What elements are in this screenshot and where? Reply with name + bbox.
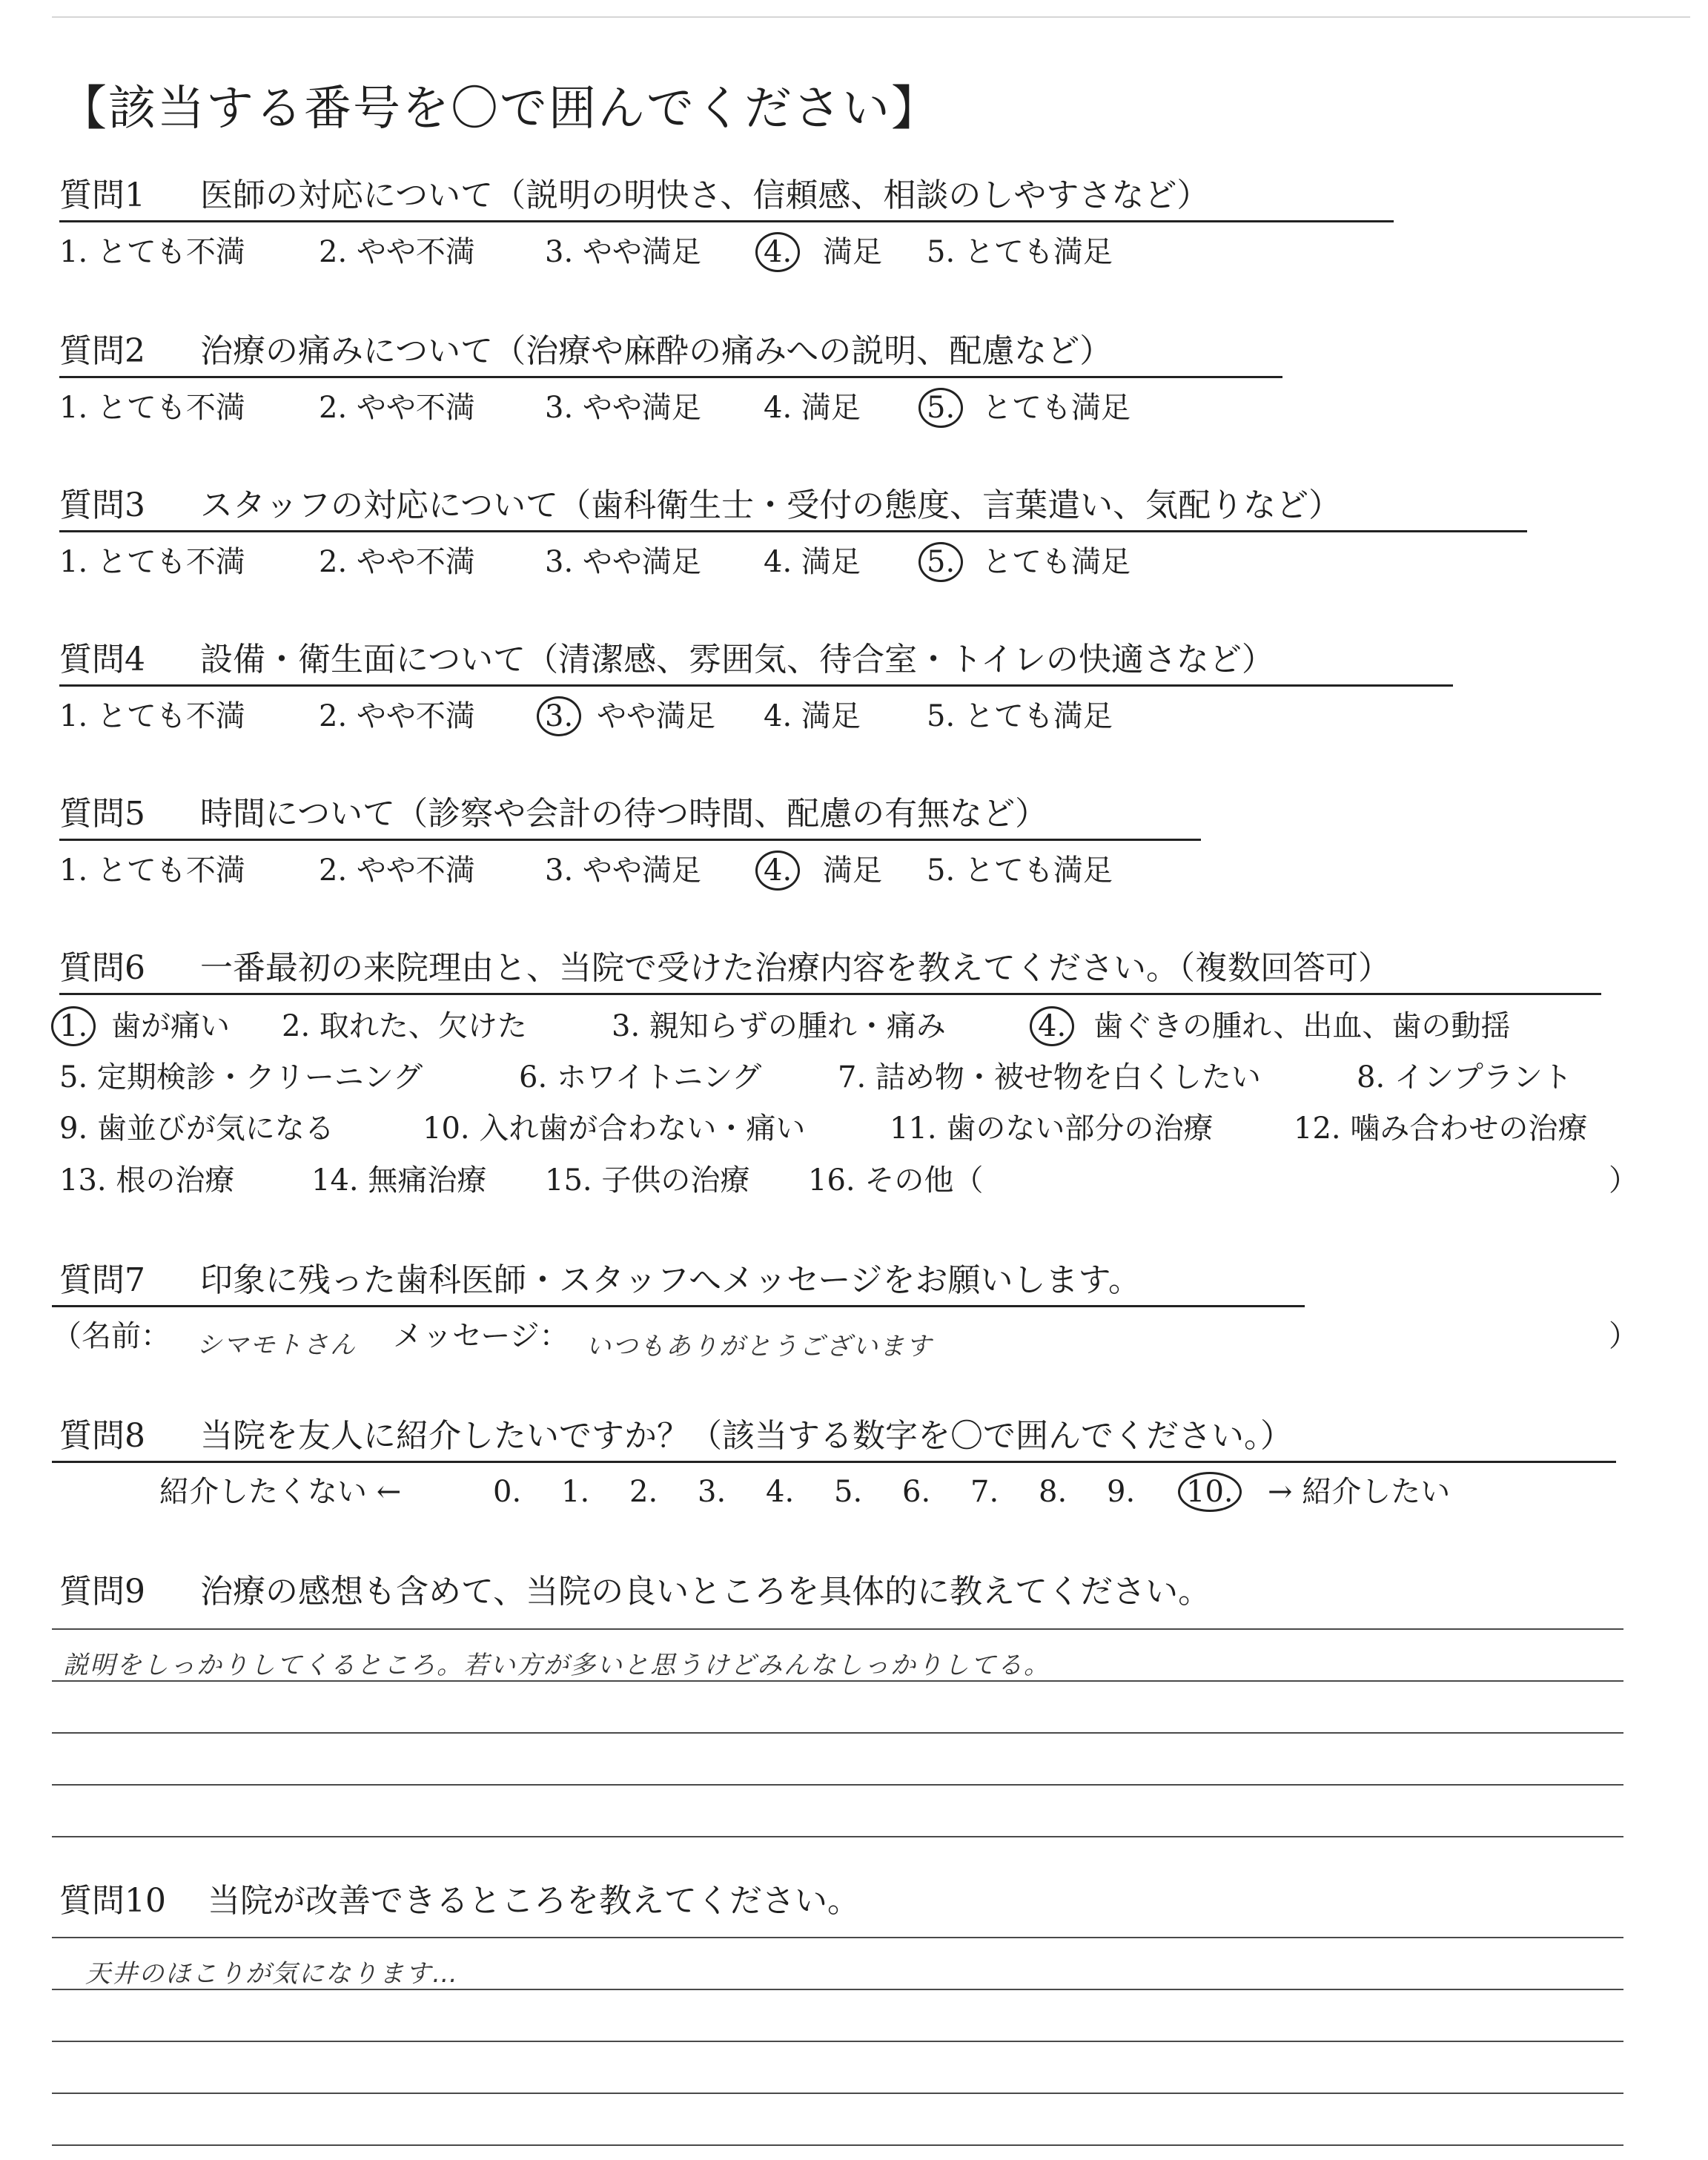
question-text: 当院を友人に紹介したいですか？（該当する数字を〇で囲んでください。） — [200, 1417, 1293, 1455]
question-6 — [59, 949, 1391, 987]
question-7 — [59, 1261, 1141, 1299]
scale-option[interactable]: 4. — [766, 1475, 795, 1509]
option[interactable]: 3. 親知らずの腫れ・痛み — [612, 1009, 946, 1043]
scale-right-label: → 紹介したい — [1268, 1475, 1451, 1509]
option-selected[interactable] — [764, 853, 792, 888]
scale-option[interactable]: 5. — [834, 1475, 863, 1509]
option-label: 歯が痛い — [111, 1009, 230, 1043]
question-number: 質問4 — [59, 641, 145, 678]
question-number: 質問6 — [59, 949, 145, 987]
option[interactable]: 9. 歯並びが気になる — [59, 1112, 334, 1146]
option-selected[interactable] — [927, 393, 955, 423]
option-label: とても満足 — [982, 391, 1131, 425]
option[interactable]: 4. 満足 — [764, 545, 861, 579]
scan-edge — [52, 16, 1690, 18]
question-text: 時間について（診察や会計の待つ時間、配慮の有無など） — [200, 795, 1048, 833]
question-text: スタッフの対応について（歯科衛生士・受付の態度、言葉遣い、気配りなど） — [200, 486, 1342, 524]
option[interactable]: 11. 歯のない部分の治療 — [890, 1112, 1214, 1146]
scale-option[interactable]: 2. — [629, 1475, 658, 1509]
question-underline — [59, 839, 1201, 841]
question-number: 質問7 — [59, 1261, 145, 1299]
scale-option[interactable]: 7. — [970, 1475, 999, 1509]
option-selected[interactable] — [764, 237, 792, 267]
option[interactable]: 4. 満足 — [764, 699, 861, 733]
name-label: （名前： — [52, 1319, 171, 1353]
option-selected[interactable] — [1038, 1011, 1066, 1041]
scale-option[interactable]: 1. — [561, 1475, 590, 1509]
scale-option[interactable]: 0. — [493, 1475, 522, 1509]
option[interactable]: 1. とても不満 — [59, 699, 245, 733]
option[interactable]: 3. やや満足 — [545, 235, 701, 269]
option[interactable]: 2. やや不満 — [319, 235, 475, 269]
question-text: 治療の感想も含めて、当院の良いところを具体的に教えてください。 — [200, 1573, 1211, 1611]
scale-option[interactable]: 6. — [902, 1475, 931, 1509]
option-label: 満足 — [823, 853, 882, 888]
option[interactable]: 5. とても満足 — [927, 699, 1113, 733]
option[interactable]: 5. とても満足 — [927, 235, 1113, 269]
question-number: 質問2 — [59, 332, 145, 370]
option-selected[interactable] — [59, 1011, 87, 1041]
option[interactable]: 1. とても不満 — [59, 235, 245, 269]
option[interactable]: 5. とても満足 — [927, 853, 1113, 888]
circle-mark: 4. — [755, 232, 800, 272]
answer-line — [52, 1784, 1623, 1786]
question-underline — [52, 1305, 1305, 1307]
question-text: 当院が改善できるところを教えてください。 — [208, 1882, 860, 1920]
handwritten-answer[interactable]: 天井のほこりが気になります… — [85, 1959, 459, 1989]
question-underline — [59, 993, 1601, 995]
answer-line — [52, 1680, 1623, 1682]
option[interactable]: 7. 詰め物・被せ物を白くしたい — [838, 1060, 1261, 1094]
option[interactable]: 8. インプラント — [1357, 1060, 1572, 1094]
paren-close: ） — [1609, 1319, 1638, 1353]
handwritten-name[interactable]: シマモトさん — [196, 1330, 357, 1360]
option-selected[interactable] — [545, 701, 573, 731]
answer-line — [52, 1732, 1623, 1734]
option[interactable]: 1. とても不満 — [59, 545, 245, 579]
question-text: 設備・衛生面について（清潔感、雰囲気、待合室・トイレの快適さなど） — [200, 641, 1274, 678]
option[interactable]: 15. 子供の治療 — [545, 1163, 750, 1198]
question-2 — [59, 332, 1113, 370]
option[interactable]: 2. やや不満 — [319, 699, 475, 733]
option-label: とても満足 — [982, 545, 1131, 579]
question-text: 医師の対応について（説明の明快さ、信頼感、相談のしやすさなど） — [200, 176, 1210, 214]
answer-line — [52, 1628, 1623, 1630]
option-label: 満足 — [823, 235, 882, 269]
answer-line — [52, 1989, 1623, 1990]
question-number: 質問3 — [59, 486, 145, 524]
circle-mark: 4. — [1030, 1006, 1074, 1046]
option[interactable]: 2. 取れた、欠けた — [282, 1009, 527, 1043]
option[interactable]: 4. 満足 — [764, 391, 861, 425]
option[interactable]: 2. やや不満 — [319, 545, 475, 579]
question-number: 質問1 — [59, 176, 145, 214]
handwritten-answer[interactable]: 説明をしっかりしてくるところ。若い方が多いと思うけどみんなしっかりしてる。 — [63, 1651, 1050, 1680]
option-other[interactable]: 16. その他（ — [808, 1163, 984, 1198]
question-underline — [59, 220, 1394, 222]
option[interactable]: 3. やや満足 — [545, 391, 701, 425]
question-number: 質問8 — [59, 1417, 145, 1455]
scale-option[interactable]: 3. — [698, 1475, 726, 1509]
question-10 — [59, 1882, 860, 1920]
option[interactable]: 14. 無痛治療 — [311, 1163, 487, 1198]
answer-line — [52, 2144, 1623, 2146]
question-underline — [59, 684, 1453, 687]
message-label: メッセージ： — [393, 1319, 569, 1353]
question-4 — [59, 641, 1274, 678]
question-underline — [59, 376, 1282, 378]
answer-line — [52, 1937, 1623, 1938]
option[interactable]: 13. 根の治療 — [59, 1163, 235, 1198]
scale-option[interactable]: 9. — [1107, 1475, 1136, 1509]
answer-line — [52, 2093, 1623, 2094]
option-label: 歯ぐきの腫れ、出血、歯の動揺 — [1093, 1009, 1511, 1043]
option[interactable]: 1. とても不満 — [59, 853, 245, 888]
option[interactable]: 2. やや不満 — [319, 391, 475, 425]
option[interactable]: 5. 定期検診・クリーニング — [59, 1060, 423, 1094]
option[interactable]: 3. やや満足 — [545, 545, 701, 579]
question-9 — [59, 1573, 1211, 1611]
option[interactable]: 6. ホワイトニング — [519, 1060, 762, 1094]
question-3 — [59, 486, 1342, 524]
option-label: やや満足 — [597, 699, 715, 733]
circle-mark: 5. — [918, 388, 963, 428]
question-5 — [59, 795, 1048, 833]
circle-mark: 5. — [918, 542, 963, 582]
handwritten-message[interactable]: いつもありがとうございます — [586, 1332, 933, 1361]
question-underline — [52, 1461, 1616, 1463]
circle-mark: 3. — [537, 696, 581, 736]
circle-mark: 1. — [51, 1006, 96, 1046]
question-1 — [59, 176, 1210, 214]
question-number: 質問9 — [59, 1573, 145, 1611]
answer-line — [52, 2041, 1623, 2042]
option[interactable]: 1. とても不満 — [59, 391, 245, 425]
scale-option[interactable]: 8. — [1039, 1475, 1068, 1509]
question-underline — [59, 530, 1527, 532]
question-text: 一番最初の来院理由と、当院で受けた治療内容を教えてください。（複数回答可） — [200, 949, 1391, 987]
scale-left-label: 紹介したくない ← — [159, 1475, 402, 1509]
question-text: 印象に残った歯科医師・スタッフへメッセージをお願いします。 — [200, 1261, 1141, 1299]
answer-line — [52, 1836, 1623, 1837]
scale-option-selected[interactable] — [1186, 1477, 1234, 1507]
option[interactable]: 3. やや満足 — [545, 853, 701, 888]
circle-mark: 4. — [755, 851, 800, 891]
option[interactable]: 12. 噛み合わせの治療 — [1294, 1112, 1588, 1146]
question-8 — [59, 1417, 1293, 1455]
question-text: 治療の痛みについて（治療や麻酔の痛みへの説明、配慮など） — [200, 332, 1113, 370]
page-title: 【該当する番号を〇で囲んでください】 — [59, 82, 940, 136]
option[interactable]: 10. 入れ歯が合わない・痛い — [423, 1112, 806, 1146]
question-number: 質問10 — [59, 1882, 166, 1920]
question-number: 質問5 — [59, 795, 145, 833]
option[interactable]: 2. やや不満 — [319, 853, 475, 888]
circle-mark: 10. — [1178, 1472, 1242, 1512]
option-selected[interactable] — [927, 547, 955, 577]
paren-close: ） — [1609, 1163, 1638, 1198]
